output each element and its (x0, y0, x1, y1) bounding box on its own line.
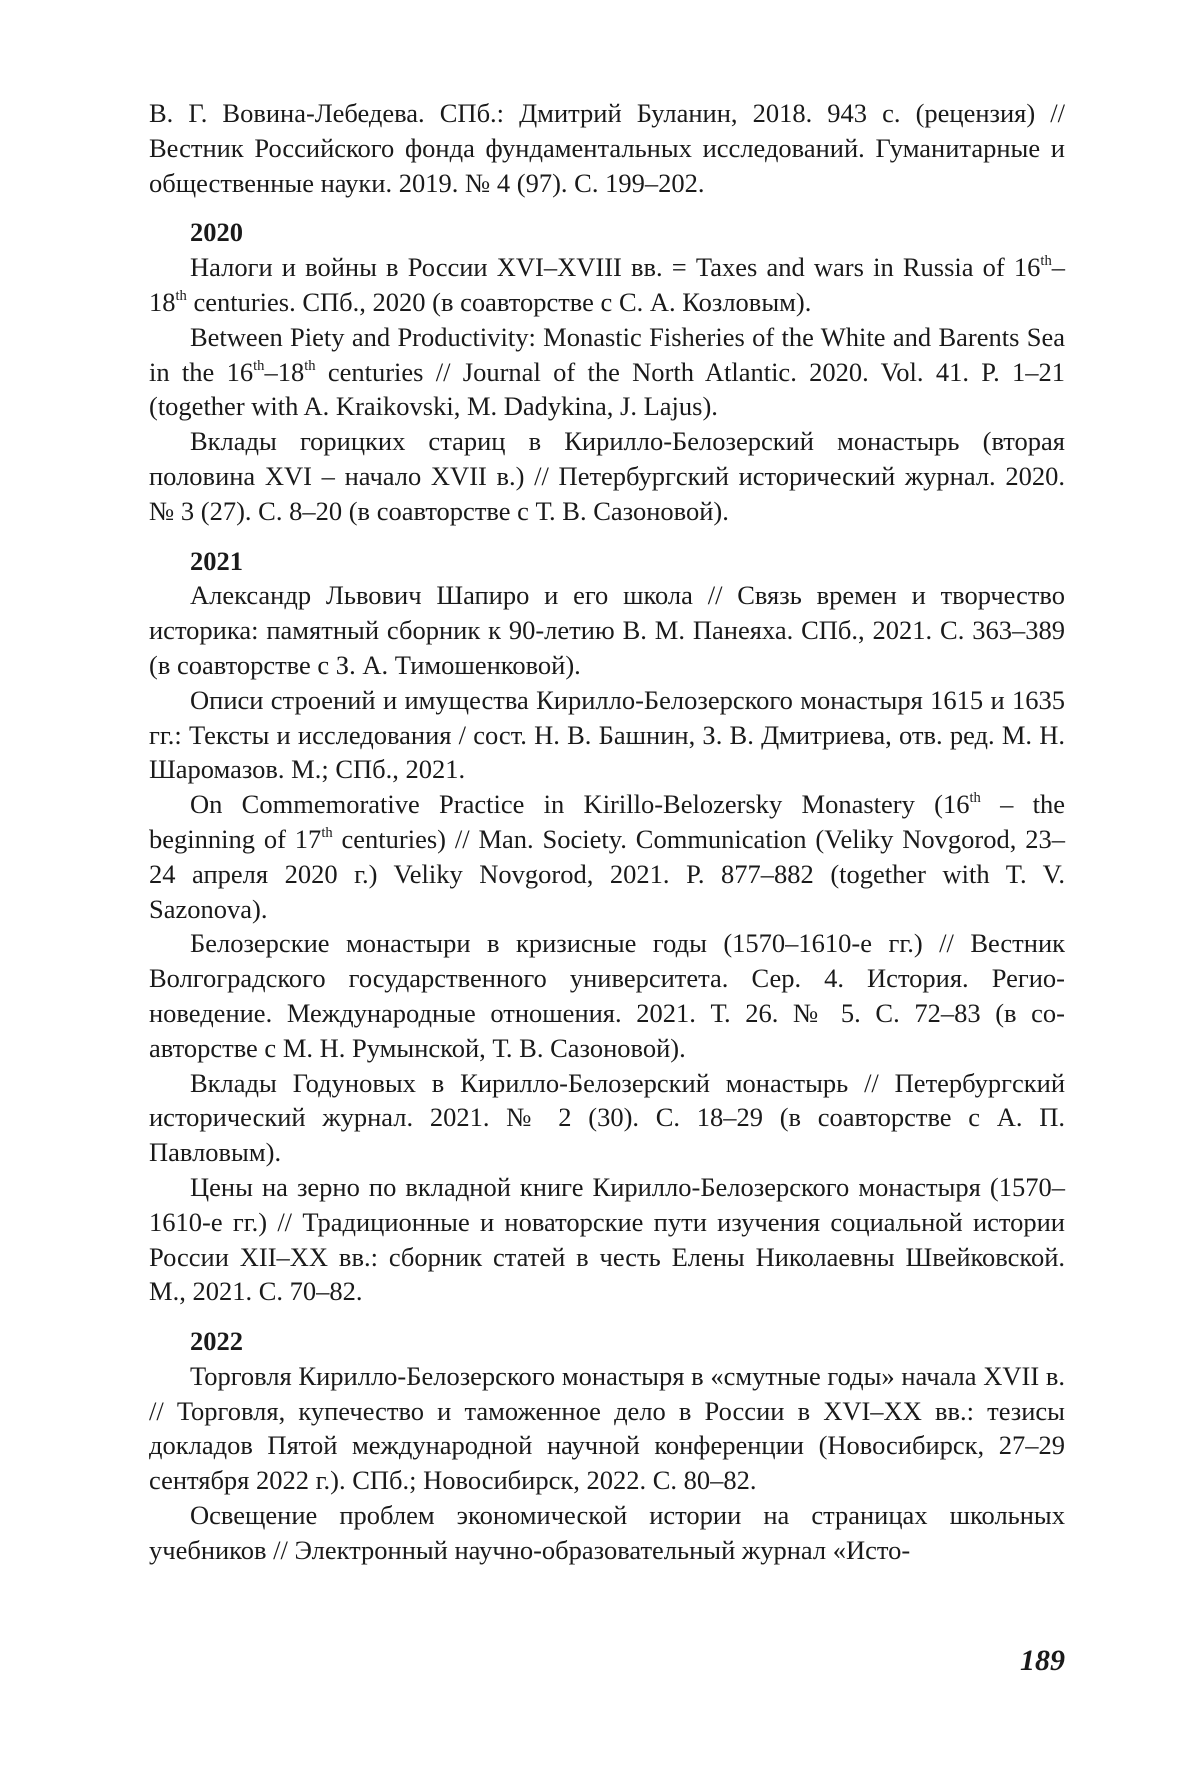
page-number: 189 (1020, 1644, 1065, 1678)
bibliography-entry-intro: В. Г. Вовина-Лебедева. СПб.: Дмитрий Буланин, 2018. 943 с. (рецензия) // Вестник Российского фонда фундаментальных исследований. Гумани­тарные и общественные науки. 2019. № 4 (97). С. 199–202. (149, 96, 1065, 200)
bibliography-page (149, 96, 1065, 1568)
year-heading-2021: 2021 (149, 544, 1065, 579)
bibliography-entry: Вклады горицких стариц в Кирилло-Белозерский монастырь (вторая половина XVI – начало XVII в.) // Петербургский исторический журнал. 2020. № 3 (27). С. 8–20 (в соавторстве с Т. В. Сазоновой). (149, 424, 1065, 528)
bibliography-entry: Белозерские монастыри в кризисные годы (1570–1610-е гг.) // Вестник Волгоградского государственного университета. Сер. 4. История. Регио­новедение. Международные отношения. 2021. Т. 26. № 5. С. 72–83 (в со­авторстве с М. Н. Румынской, Т. В. Сазоновой). (149, 926, 1065, 1065)
bibliography-entry: On Commemorative Practice in Kirillo-Belozersky Monastery (16th – the beginning of 17th centuries) // Man. Society. Communication (Veliky Novgorod, 23–24 апреля 2020 г.) Veliky Novgorod, 2021. P. 877–882 (together with T. V. Sazonova). (149, 787, 1065, 926)
bibliography-entry: Освещение проблем экономической истории на страницах школь­ных учебников // Электронный научно-образовательный журнал «Исто- (149, 1498, 1065, 1568)
bibliography-entry: Налоги и войны в России XVI–XVIII вв. = Taxes and wars in Russia of 16th–18th centuries. СПб., 2020 (в соавторстве с С. А. Козловым). (149, 250, 1065, 320)
bibliography-entry: Between Piety and Productivity: Monastic Fisheries of the White and Barents Sea in the 16th–18th centuries // Journal of the North Atlantic. 2020. Vol. 41. P. 1–21 (together with A. Kraikovski, M. Dadykina, J. Lajus). (149, 320, 1065, 424)
year-heading-2022: 2022 (149, 1324, 1065, 1359)
bibliography-entry: Торговля Кирилло-Белозерского монастыря в «смутные годы» нача­ла XVII в. // Торговля, купечество и таможенное дело в России в XVI–XX вв.: тезисы докладов Пятой международной научной конференции (Новосибирск, 27–29 сентября 2022 г.). СПб.; Новосибирск, 2022. С. 80–82. (149, 1359, 1065, 1498)
bibliography-entry: Александр Львович Шапиро и его школа // Связь времен и творче­ство историка: памятный сборник к 90-летию В. М. Панеяха. СПб., 2021. С. 363–389 (в соавторстве с З. А. Тимошенковой). (149, 578, 1065, 682)
bibliography-entry: Вклады Годуновых в Кирилло-Белозерский монастырь // Петер­бургский исторический журнал. 2021. № 2 (30). С. 18–29 (в соавторстве с А. П. Павловым). (149, 1066, 1065, 1170)
bibliography-entry: Цены на зерно по вкладной книге Кирилло-Белозерского монастыря (1570–1610-е гг.) // Традиционные и новаторские пути изучения социаль­ной истории России XII–XX вв.: сборник статей в честь Елены Николаев­ны Швейковской. М., 2021. С. 70–82. (149, 1170, 1065, 1309)
bibliography-entry: Описи строений и имущества Кирилло-Белозерского монастыря 1615 и 1635 гг.: Тексты и исследования / сост. Н. В. Башнин, З. В. Дмитриева, отв. ред. М. Н. Шаромазов. М.; СПб., 2021. (149, 683, 1065, 787)
year-heading-2020: 2020 (149, 215, 1065, 250)
